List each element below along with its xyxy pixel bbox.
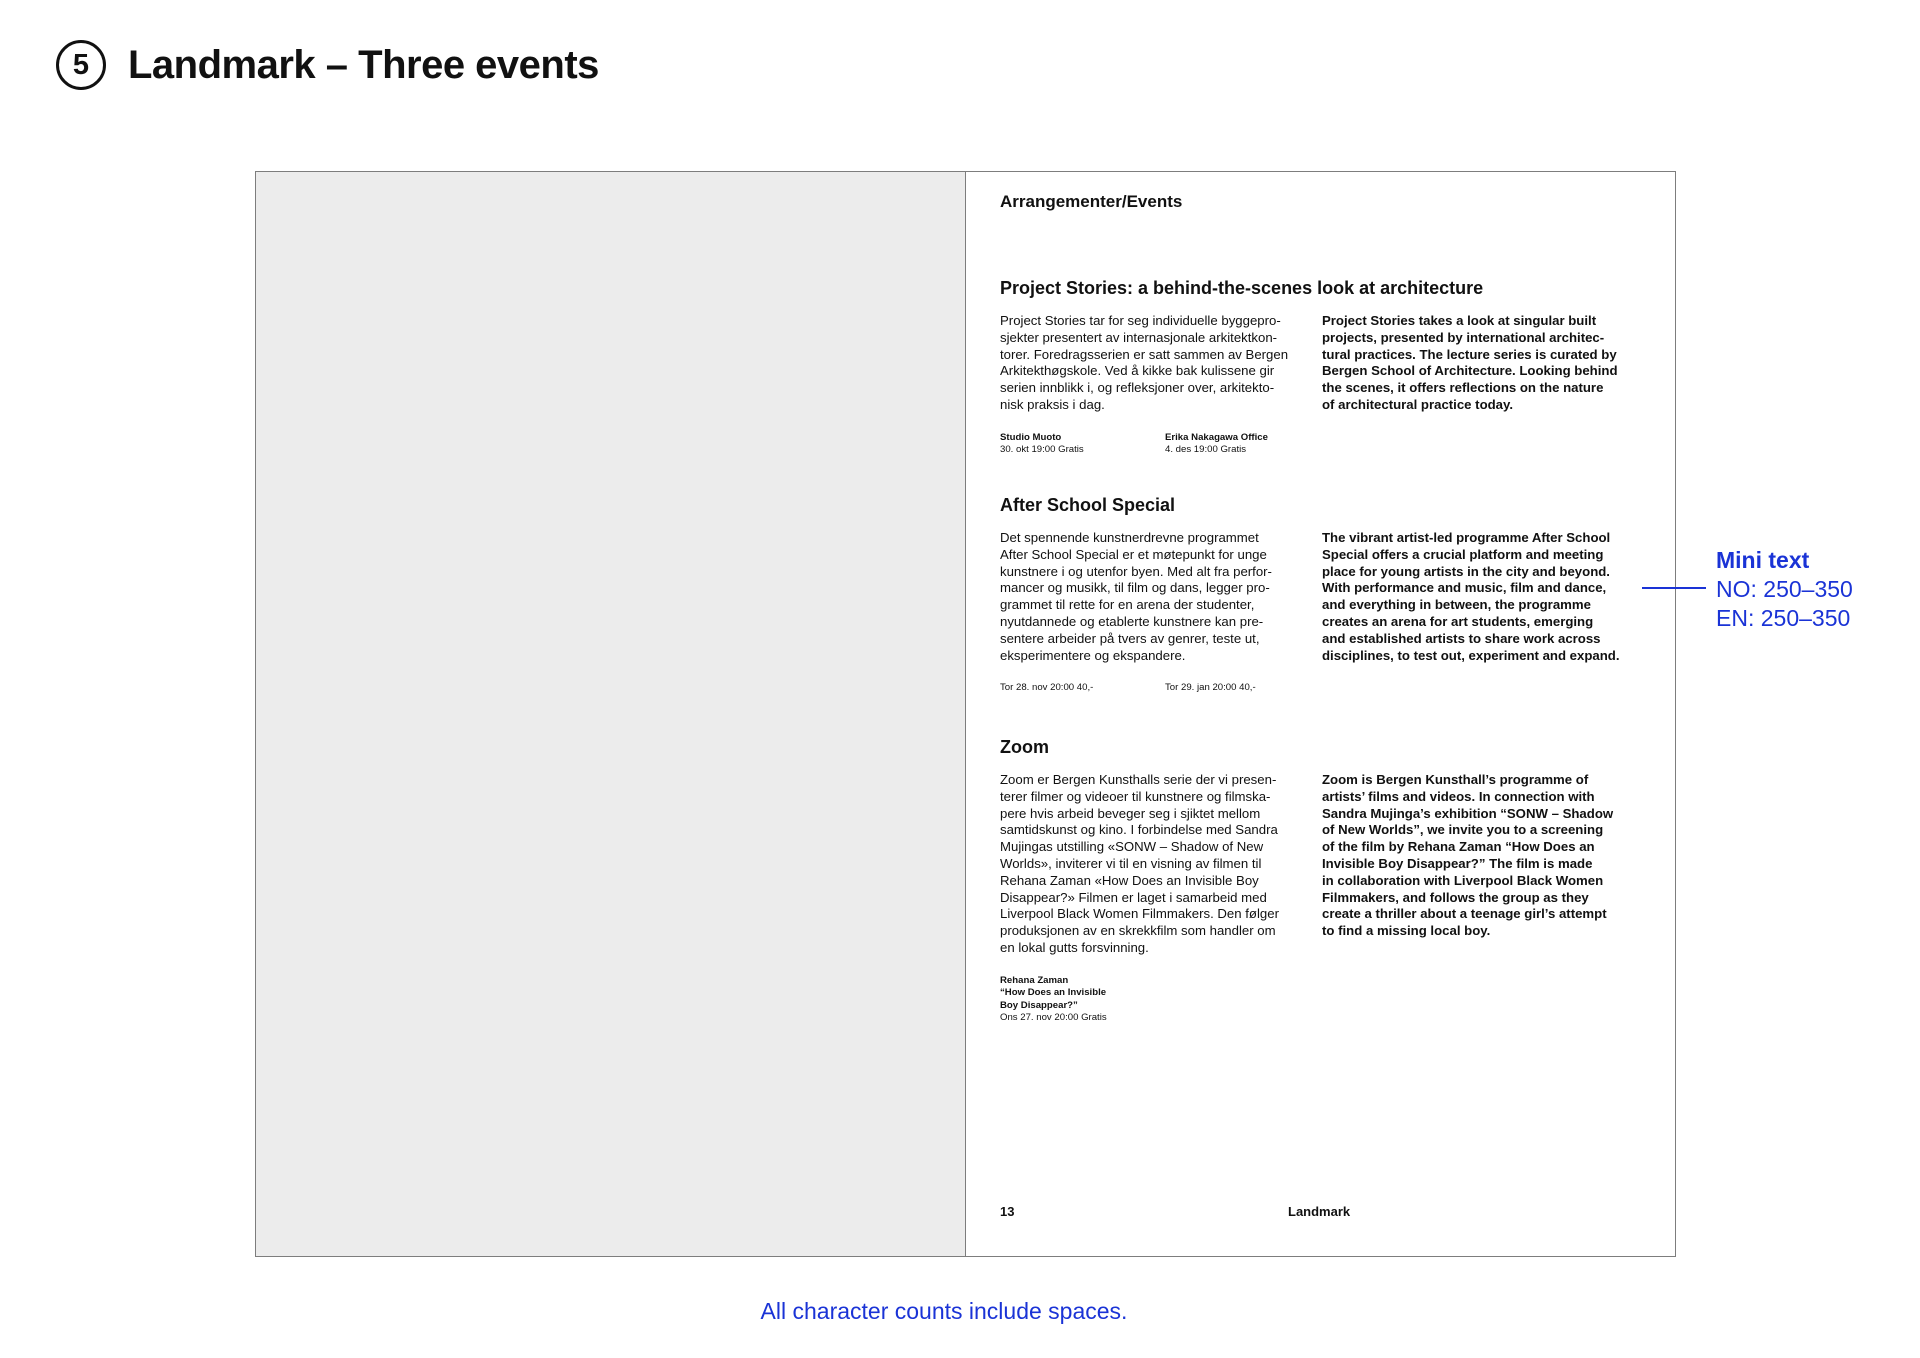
event-meta [1000, 432, 1165, 457]
callout-annotation [1716, 546, 1853, 633]
text-line: tural practices. The lecture series is curated by [1322, 346, 1617, 362]
step-number-badge: 5 [56, 40, 106, 90]
meta-bold-line: Rehana Zaman [1000, 974, 1069, 986]
text-line: of architectural practice today. [1322, 396, 1514, 412]
event-meta [1000, 682, 1165, 694]
event-meta-bold [1000, 975, 1165, 1012]
text-line: samtidskunst og kino. I forbindelse med Sandra [1000, 822, 1278, 838]
footnote: All character counts include spaces. [760, 1298, 1128, 1324]
event-meta-date: 30. okt 19:00 Gratis [1000, 444, 1084, 456]
text-line: With performance and music, film and dance, [1322, 580, 1607, 596]
page-footer-title: Landmark [1288, 1204, 1351, 1219]
text-line: the scenes, it offers reflections on the nature [1322, 380, 1604, 396]
event-text-en [1322, 313, 1640, 414]
event-meta-date: Ons 27. nov 20:00 Gratis [1000, 1011, 1107, 1023]
text-line: Project Stories tar for seg individuelle byggepro- [1000, 313, 1281, 328]
callout-title: Mini text [1716, 547, 1810, 573]
text-line: Rehana Zaman «How Does an Invisible Boy [1000, 872, 1259, 888]
text-line: serien innblikk i, og refleksjoner over, arkitekto- [1000, 380, 1275, 396]
event-meta-bold [1165, 432, 1330, 444]
text-line: torer. Foredragsserien er satt sammen av Bergen [1000, 346, 1289, 362]
text-line: artists’ films and videos. In connection with [1322, 788, 1595, 804]
text-line: Bergen School of Architecture. Looking behind [1322, 363, 1618, 379]
text-line: create a thriller about a teenage girl’s attempt [1322, 906, 1607, 922]
text-line: to find a missing local boy. [1322, 923, 1491, 939]
text-line: Special offers a crucial platform and meeting [1322, 546, 1604, 562]
event-zoom [1000, 737, 1640, 1024]
text-line: Filmmakers, and follows the group as they [1322, 889, 1589, 905]
event-meta-bold [1000, 432, 1165, 444]
event-text-en [1322, 772, 1640, 957]
text-line: sjekter presentert av internasjonale arkitektkon- [1000, 329, 1278, 345]
event-text-no [1000, 772, 1318, 957]
text-line: nisk praksis i dag. [1000, 396, 1105, 412]
text-line: grammet til rette for en arena der studenter, [1000, 597, 1255, 613]
text-line: produksjonen av en skrekkfilm som handler om [1000, 923, 1276, 939]
text-line: Worlds», inviterer vi til en visning av filmen til [1000, 855, 1262, 871]
text-line: sentere arbeider på tvers av genrer, teste ut, [1000, 630, 1260, 646]
callout-leader-line [1642, 587, 1706, 589]
text-line: place for young artists in the city and beyond. [1322, 563, 1610, 579]
event-title: Zoom [1000, 737, 1049, 757]
right-page [966, 172, 1675, 1256]
text-line: The vibrant artist-led programme After School [1322, 530, 1611, 545]
meta-bold-line: Studio Muoto [1000, 431, 1062, 443]
text-line: and everything in between, the programme [1322, 597, 1591, 613]
text-line: disciplines, to test out, experiment and expand. [1322, 647, 1620, 663]
text-line: Det spennende kunstnerdrevne programmet [1000, 530, 1259, 545]
event-project-stories [1000, 278, 1640, 457]
text-line: Invisible Boy Disappear?” The film is made [1322, 855, 1593, 871]
text-line: mancer og musikk, til film og dans, legger pro- [1000, 580, 1270, 596]
event-text-no [1000, 530, 1318, 664]
text-line: kunstnere i og utenfor byen. Med alt fra perfor- [1000, 563, 1272, 579]
text-line: nyutdannede og etablerte kunstnere kan pre- [1000, 613, 1264, 629]
text-line: eksperimentere og ekspandere. [1000, 647, 1186, 663]
event-meta-date: Tor 29. jan 20:00 40,- [1165, 682, 1256, 694]
text-line: of the film by Rehana Zaman “How Does an [1322, 839, 1595, 855]
text-line: Sandra Mujinga’s exhibition “SONW – Shadow [1322, 805, 1614, 821]
meta-bold-line: “How Does an Invisible [1000, 987, 1107, 999]
text-line: projects, presented by international architec- [1322, 329, 1605, 345]
left-page-placeholder [256, 172, 966, 1256]
text-line: Zoom er Bergen Kunsthalls serie der vi presen- [1000, 772, 1277, 787]
running-head: Arrangementer/Events [1000, 192, 1183, 211]
event-meta [1165, 682, 1330, 694]
callout-line-no: NO: 250–350 [1716, 576, 1853, 602]
text-line: After School Special er et møtepunkt for unge [1000, 546, 1267, 562]
header [56, 36, 599, 94]
text-line: Project Stories takes a look at singular built [1322, 313, 1597, 328]
event-meta-date: 4. des 19:00 Gratis [1165, 444, 1247, 456]
text-line: pere hvis arbeid beveger seg i sjiktet mellom [1000, 805, 1261, 821]
text-line: and established artists to share work across [1322, 630, 1601, 646]
text-line: Arkitekthøgskole. Ved å kikke bak kulissene gir [1000, 363, 1275, 379]
text-line: in collaboration with Liverpool Black Women [1322, 872, 1604, 888]
event-meta [1165, 432, 1330, 457]
event-title: Project Stories: a behind-the-scenes look at architecture [1000, 278, 1484, 298]
text-line: en lokal gutts forsvinning. [1000, 939, 1149, 955]
page-title: Landmark – Three events [128, 42, 599, 87]
text-line: terer filmer og videoer til kunstnere og filmska- [1000, 788, 1271, 804]
meta-bold-line: Erika Nakagawa Office [1165, 431, 1268, 443]
callout-line-en: EN: 250–350 [1716, 605, 1851, 631]
event-title: After School Special [1000, 495, 1176, 515]
text-line: Disappear?» Filmen er laget i samarbeid med [1000, 889, 1267, 905]
book-spread [255, 171, 1676, 1257]
event-after-school-special [1000, 495, 1640, 695]
text-line: Liverpool Black Women Filmmakers. Den følger [1000, 906, 1279, 922]
page-number: 13 [1000, 1204, 1015, 1219]
event-text-no [1000, 313, 1318, 414]
event-text-en [1322, 530, 1640, 664]
event-meta-date: Tor 28. nov 20:00 40,- [1000, 682, 1094, 694]
meta-bold-line: Boy Disappear?” [1000, 999, 1078, 1011]
text-line: Zoom is Bergen Kunsthall’s programme of [1322, 772, 1589, 787]
event-meta [1000, 975, 1165, 1025]
text-line: of New Worlds”, we invite you to a screening [1322, 822, 1604, 838]
text-line: Mujingas utstilling «SONW – Shadow of New [1000, 839, 1264, 855]
text-line: creates an arena for art students, emerging [1322, 613, 1594, 629]
